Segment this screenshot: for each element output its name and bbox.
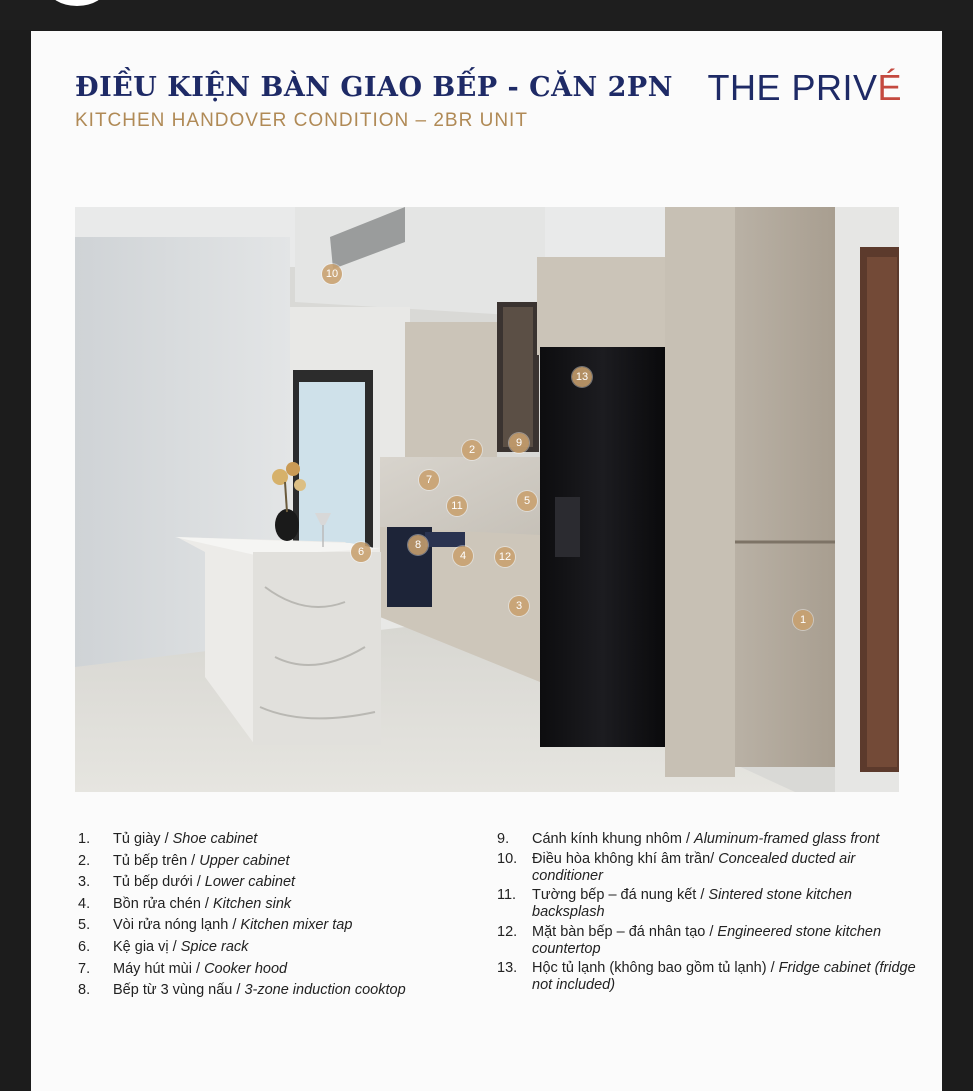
legend-number: 10. [497, 850, 518, 867]
legend-item [78, 831, 498, 848]
legend-number: 8. [78, 982, 91, 999]
legend-label-en: Sintered stone kitchen backsplash [532, 887, 852, 921]
legend-item [78, 896, 498, 913]
legend-label-vn: Bồn rửa chén / [113, 895, 213, 912]
legend-number: 2. [78, 852, 91, 869]
legend-label-en: Spice rack [180, 938, 249, 955]
legend-label-en: Engineered stone kitchen countertop [532, 923, 882, 957]
legend-label-en: Lower cabinet [204, 874, 296, 891]
marker-7[interactable]: 7 [419, 470, 439, 490]
marker-8[interactable]: 8 [408, 535, 428, 555]
marker-2[interactable]: 2 [462, 440, 482, 460]
document-page [31, 31, 942, 1091]
marker-13[interactable]: 13 [572, 367, 592, 387]
legend-label-en: Upper cabinet [199, 852, 290, 869]
kitchen-illustration [75, 207, 899, 792]
top-bar [0, 0, 973, 30]
legend-label-en: Shoe cabinet [172, 831, 258, 847]
legend-label-en: Cooker hood [204, 960, 288, 977]
brand-logo-text: THE PRIV [707, 67, 878, 108]
legend-item [497, 831, 917, 848]
legend-number: 6. [78, 938, 91, 955]
legend-number: 5. [78, 917, 91, 934]
legend-number: 7. [78, 960, 91, 977]
legend-label-vn: Tủ giày / [113, 831, 173, 847]
kitchen-photo [75, 207, 899, 792]
legend-label-vn: Vòi rửa nóng lạnh / [113, 917, 241, 934]
legend-label-vn: Máy hút mùi / [113, 960, 205, 977]
legend-item [78, 982, 498, 999]
legend-item [78, 853, 498, 870]
legend-label-vn: Cánh kính khung nhôm / [532, 831, 695, 847]
legend-label-vn: Tường bếp – đá nung kết / [532, 887, 709, 904]
legend-item [497, 960, 917, 994]
legend-item [497, 851, 917, 885]
marker-10[interactable]: 10 [322, 264, 342, 284]
legend-number: 1. [78, 831, 91, 847]
legend-number: 4. [78, 895, 91, 912]
legend-left [78, 831, 498, 1004]
legend-label-en: Fridge cabinet (fridge not included) [532, 960, 916, 994]
avatar[interactable] [48, 0, 106, 6]
brand-logo [707, 67, 902, 109]
marker-1[interactable]: 1 [793, 610, 813, 630]
legend-item [78, 961, 498, 978]
legend-right [497, 831, 917, 997]
page-subtitle: KITCHEN HANDOVER CONDITION – 2BR UNIT [75, 110, 528, 131]
legend-label-vn: Điều hòa không khí âm trần/ [532, 850, 719, 867]
marker-11[interactable]: 11 [447, 496, 467, 516]
legend-label-vn: Bếp từ 3 vùng nấu / [113, 982, 245, 999]
legend-label-en: Concealed ducted air conditioner [532, 850, 856, 884]
legend-item [78, 939, 498, 956]
brand-logo-accent: É [877, 67, 902, 108]
legend-label-vn: Hộc tủ lạnh (không bao gồm tủ lạnh) / [532, 960, 779, 977]
legend-label-vn: Mặt bàn bếp – đá nhân tạo / [532, 923, 718, 940]
legend-number: 13. [497, 960, 518, 977]
legend-label-vn: Tủ bếp dưới / [113, 874, 205, 891]
legend-number: 9. [497, 831, 510, 847]
marker-12[interactable]: 12 [495, 547, 515, 567]
legend-number: 11. [497, 887, 517, 904]
legend-item [78, 917, 498, 934]
legend-label-en: Kitchen sink [213, 895, 292, 912]
legend-item [497, 887, 917, 921]
marker-6[interactable]: 6 [351, 542, 371, 562]
legend-label-en: Aluminum-framed glass front [694, 831, 880, 847]
legend-number: 12. [497, 923, 518, 940]
marker-4[interactable]: 4 [453, 546, 473, 566]
marker-5[interactable]: 5 [517, 491, 537, 511]
legend-item [497, 924, 917, 958]
legend-label-vn: Tủ bếp trên / [113, 852, 200, 869]
legend-label-en: Kitchen mixer tap [240, 917, 353, 934]
legend-item [78, 874, 498, 891]
marker-9[interactable]: 9 [509, 433, 529, 453]
legend-number: 3. [78, 874, 91, 891]
legend-label-vn: Kệ gia vị / [113, 938, 181, 955]
legend-label-en: 3-zone induction cooktop [244, 982, 406, 999]
marker-3[interactable]: 3 [509, 596, 529, 616]
page-title: ĐIỀU KIỆN BÀN GIAO BẾP - CĂN 2PN [75, 72, 673, 103]
